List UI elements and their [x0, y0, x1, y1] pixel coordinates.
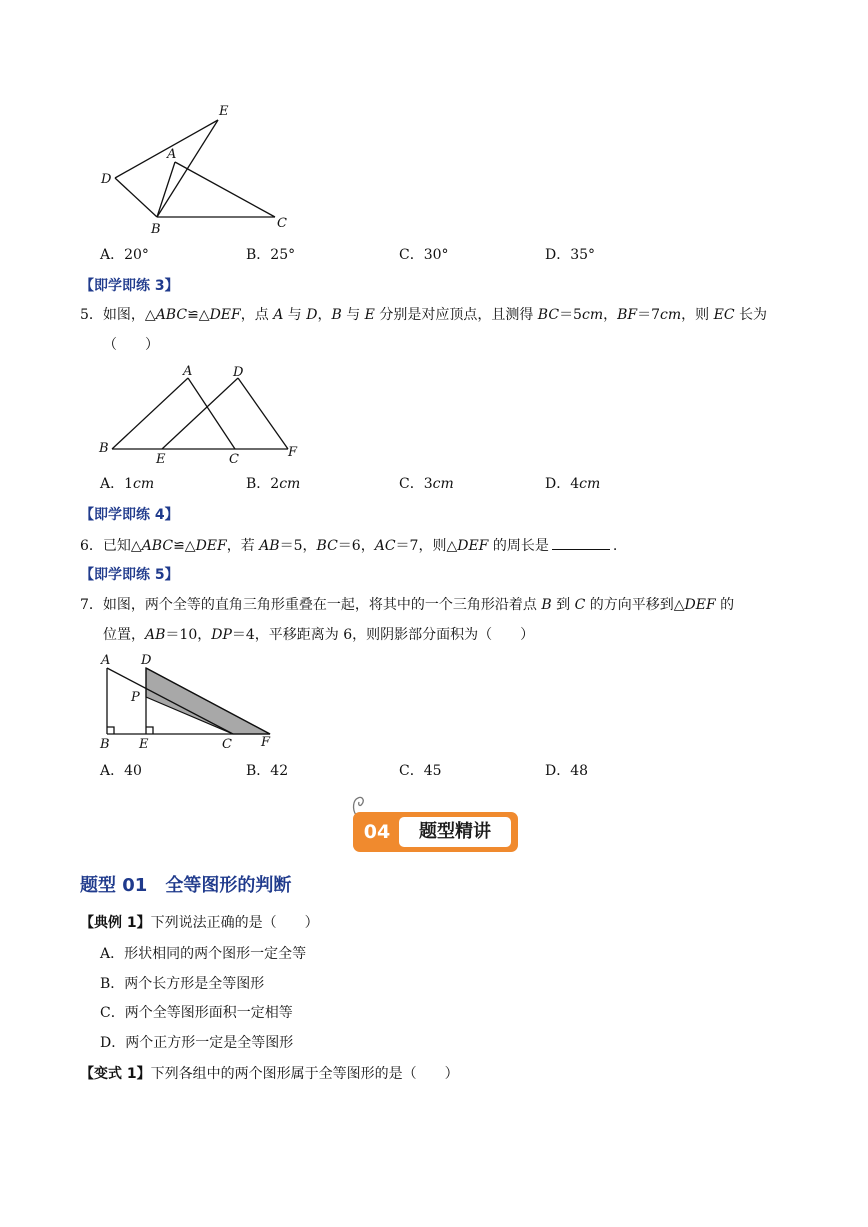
q4-option-b[interactable]: B．25°	[246, 247, 296, 263]
fig1-label-a: A	[167, 147, 177, 162]
figure-q5	[92, 360, 312, 468]
fig2-label-f: F	[288, 445, 298, 460]
badge-title: 题型精讲	[399, 817, 511, 847]
example-1-option-a[interactable]: A．形状相同的两个图形一定全等	[100, 946, 307, 962]
question-5-stem: 5．如图，△ABC≌△DEF，点 A 与 D，B 与 E 分别是对应顶点，且测得 BC＝5cm，BF＝7cm，则 EC 长为	[80, 307, 768, 323]
example-1-option-b[interactable]: B．两个长方形是全等图形	[100, 976, 265, 992]
practice-heading-5: 【即学即练 5】	[80, 567, 179, 583]
fig2-label-a: A	[183, 364, 193, 379]
q4-option-c[interactable]: C．30°	[399, 247, 449, 263]
q7-option-c[interactable]: C．45	[399, 763, 442, 779]
fig2-label-e: E	[156, 452, 166, 467]
example-1: 【典例 1】下列说法正确的是（ ）	[80, 915, 319, 931]
answer-blank[interactable]	[552, 535, 610, 550]
q5-option-c[interactable]: C．3cm	[399, 476, 454, 492]
section-badge	[353, 812, 518, 852]
example-1-option-c[interactable]: C．两个全等图形面积一定相等	[100, 1005, 293, 1021]
q5-option-d[interactable]: D．4cm	[545, 476, 601, 492]
fig2-label-c: C	[229, 452, 239, 467]
q4-option-d[interactable]: D．35°	[545, 247, 596, 263]
fig3-label-e: E	[139, 737, 149, 752]
practice-heading-3: 【即学即练 3】	[80, 278, 179, 294]
figure-q4	[95, 100, 335, 240]
q7-option-d[interactable]: D．48	[545, 763, 589, 779]
fig1-label-c: C	[277, 216, 287, 231]
fig3-label-b: B	[100, 737, 110, 752]
fig3-label-a: A	[101, 653, 111, 668]
q7-option-a[interactable]: A．40	[100, 763, 142, 779]
fig3-label-f: F	[261, 735, 271, 750]
fig1-label-b: B	[151, 222, 161, 237]
fig1-label-e: E	[219, 104, 229, 119]
fig3-label-p: P	[131, 690, 140, 705]
variant-1: 【变式 1】下列各组中的两个图形属于全等图形的是（ ）	[80, 1066, 459, 1082]
question-5-paren: （ ）	[103, 337, 159, 353]
fig3-label-c: C	[222, 737, 232, 752]
example-1-option-d[interactable]: D．两个正方形一定是全等图形	[100, 1035, 294, 1051]
fig3-label-d: D	[141, 653, 152, 668]
section-title: 题型 01 全等图形的判断	[80, 875, 292, 896]
question-7-line-2: 位置，AB＝10，DP＝4，平移距离为 6，则阴影部分面积为（ ）	[103, 627, 535, 643]
fig2-label-d: D	[233, 365, 244, 380]
figure-q7	[95, 650, 285, 755]
fig2-label-b: B	[99, 441, 109, 456]
badge-number: 04	[363, 821, 391, 843]
q4-option-a[interactable]: A．20°	[100, 247, 149, 263]
q5-option-b[interactable]: B．2cm	[246, 476, 301, 492]
question-6-stem: 6．已知△ABC≌△DEF，若 AB＝5，BC＝6，AC＝7，则△DEF 的周长是 .	[80, 535, 617, 555]
q7-option-b[interactable]: B．42	[246, 763, 289, 779]
question-7-line-1: 7．如图，两个全等的直角三角形重叠在一起，将其中的一个三角形沿着点 B 到 C 的方向平移到△DEF 的	[80, 597, 735, 613]
fig1-label-d: D	[101, 172, 112, 187]
q5-option-a[interactable]: A．1cm	[100, 476, 155, 492]
practice-heading-4: 【即学即练 4】	[80, 507, 179, 523]
